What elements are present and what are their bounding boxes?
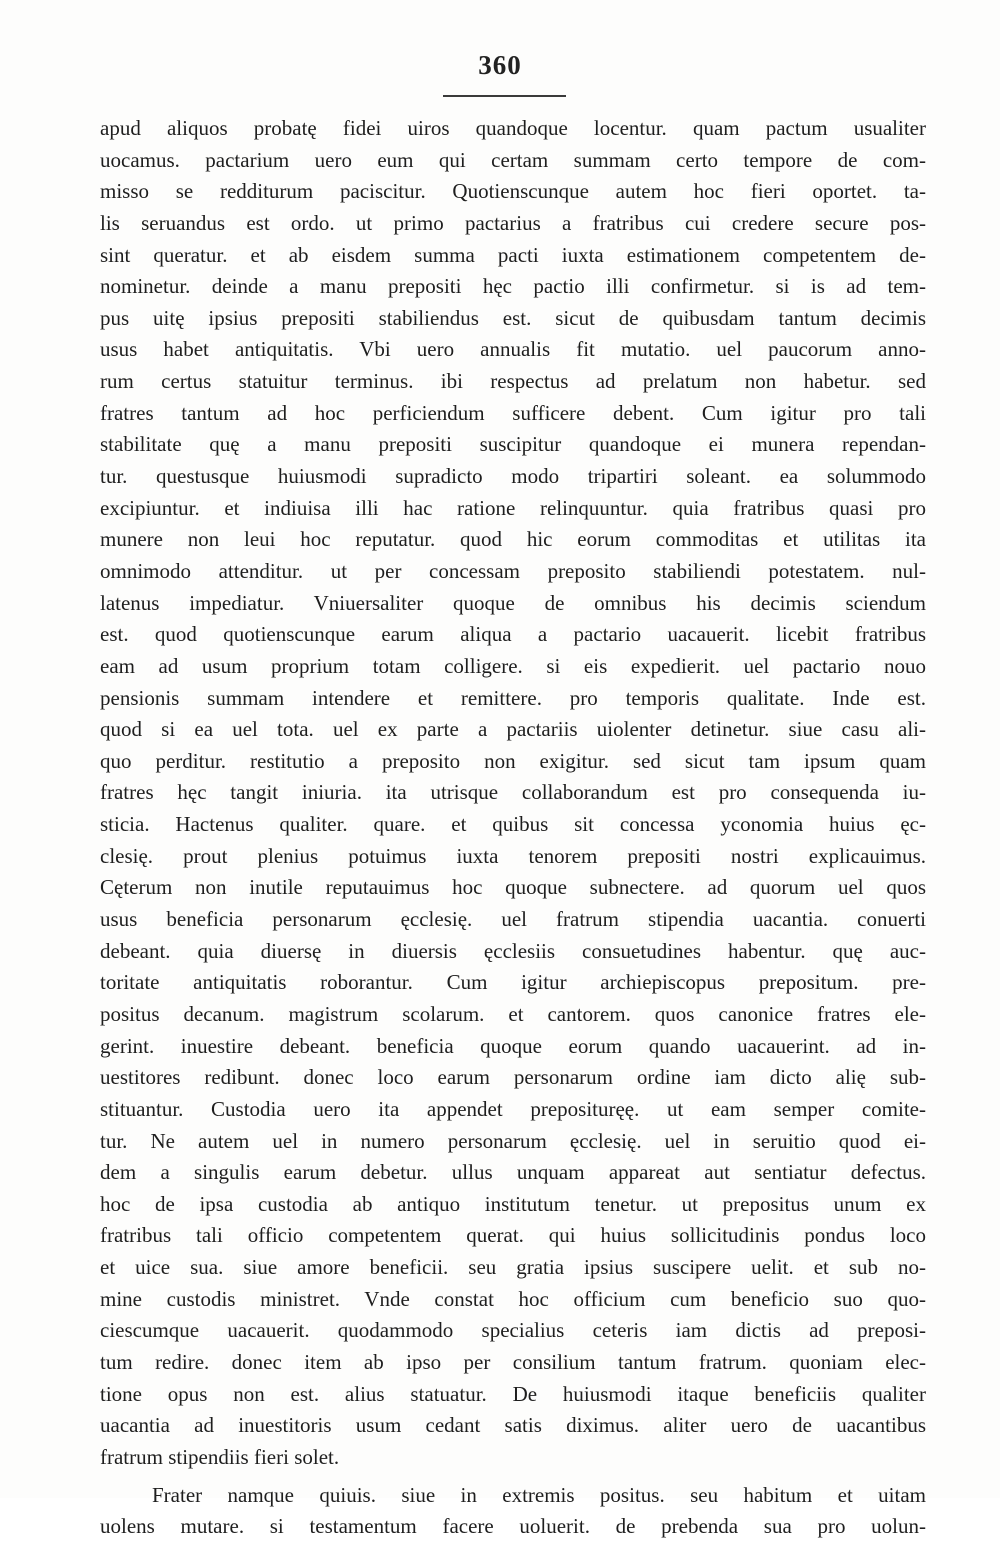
- text-line: apud aliquos probatę fidei uiros quandoque locentur. quam pactum usualiter: [100, 116, 926, 140]
- text-line: lis seruandus est ordo. ut primo pactarius a fratribus cui credere secure pos-: [100, 210, 926, 235]
- text-line: gerint. inuestire debeant. beneficia quoque eorum quando uacauerint. ad in-: [100, 1033, 926, 1058]
- text-line: fratribus tali officio competentem querat. qui huius sollicitudinis pondus loco: [100, 1223, 926, 1248]
- text-line: mine custodis ministret. Vnde constat hoc officium cum beneficio suo quo-: [100, 1286, 926, 1311]
- text-line: ciescumque uacauerit. quodammodo specialius ceteris iam dictis ad preposi-: [100, 1318, 926, 1343]
- text-line: munere non leui hoc reputatur. quod hic eorum commoditas et utilitas ita: [100, 527, 926, 552]
- text-line: est. quod quotienscunque earum aliqua a pactario uacauerit. licebit fratribus: [100, 622, 926, 647]
- page-number-rule: [443, 95, 566, 97]
- text-line: latenus impediatur. Vniuersaliter quoque de omnibus his decimis sciendum: [100, 590, 926, 615]
- text-line: sticia. Hactenus qualiter. quare. et quibus sit concessa yconomia huius ęc-: [100, 812, 926, 837]
- text-line: uocamus. pactarium uero eum qui certam summam certo tempore de com-: [100, 147, 926, 172]
- body-text: [100, 113, 926, 1543]
- text-line: usus beneficia personarum ęcclesię. uel fratrum stipendia uacantia. conuerti: [100, 907, 926, 932]
- text-line: omnimodo attenditur. ut per concessam preposito stabiliendi potestatem. nul-: [100, 558, 926, 583]
- text-line: toritate antiquitatis roborantur. Cum igitur archiepiscopus prepositum. pre-: [100, 970, 926, 995]
- text-line: uolens mutare. si testamentum facere uoluerit. de prebenda sua pro uolun-: [100, 1514, 926, 1539]
- text-line: pensionis summam intendere et remittere. pro temporis qualitate. Inde est.: [100, 685, 926, 710]
- text-line: tum redire. donec item ab ipso per consilium tantum fratrum. quoniam elec-: [100, 1349, 926, 1374]
- text-line: uestitores redibunt. donec loco earum personarum ordine iam dicto alię sub-: [100, 1065, 926, 1090]
- text-line: uacantia ad inuestitoris usum cedant satis diximus. aliter uero de uacantibus: [100, 1413, 926, 1438]
- text-line: Cęterum non inutile reputauimus hoc quoque subnectere. ad quorum uel quos: [100, 875, 926, 900]
- text-line: debeant. quia diuersę in diuersis ęcclesiis consuetudines habentur. quę auc-: [100, 938, 926, 963]
- text-line: tur. questusque huiusmodi supradicto modo tripartiri soleant. ea solummodo: [100, 464, 926, 489]
- text-line: et uice sua. siue amore beneficii. seu gratia ipsius suscipere uelit. et sub no-: [100, 1255, 926, 1280]
- paragraph: [100, 1480, 926, 1543]
- text-line: dem a singulis earum debetur. ullus unquam appareat aut sentiatur defectus.: [100, 1160, 926, 1185]
- text-line: pus uitę ipsius prepositi stabiliendus est. sicut de quibusdam tantum decimis: [100, 305, 926, 330]
- text-line: nominetur. deinde a manu prepositi hęc pactio illi confirmetur. si is ad tem-: [100, 274, 926, 299]
- text-line: fratres hęc tangit iniuria. ita utrisque collaborandum est pro consequenda iu-: [100, 780, 926, 805]
- text-line: usus habet antiquitatis. Vbi uero annualis fit mutatio. uel paucorum anno-: [100, 337, 926, 362]
- text-line: misso se redditurum paciscitur. Quotienscunque autem hoc fieri oportet. ta-: [100, 179, 926, 204]
- paragraph-container: [100, 113, 926, 1543]
- paragraph: [100, 113, 926, 1474]
- text-line: tione opus non est. alius statuatur. De huiusmodi itaque beneficiis qualiter: [100, 1381, 926, 1406]
- text-line: quo perditur. restitutio a preposito non exigitur. sed sicut tam ipsum quam: [100, 748, 926, 773]
- text-line: excipiuntur. et indiuisa illi hac ratione relinquuntur. quia fratribus quasi pro: [100, 495, 926, 520]
- page-number: 360: [478, 50, 522, 80]
- text-line: tur. Ne autem uel in numero personarum ęcclesię. uel in seruitio quod ei-: [100, 1128, 926, 1153]
- text-line: clesię. prout plenius potuimus iuxta tenorem prepositi nostri explicauimus.: [100, 843, 926, 868]
- text-line: sint queratur. et ab eisdem summa pacti iuxta estimationem competentem de-: [100, 242, 926, 267]
- text-line: Frater namque quiuis. siue in extremis positus. seu habitum et uitam: [152, 1482, 926, 1507]
- text-line: fratres tantum ad hoc perficiendum sufficere debent. Cum igitur pro tali: [100, 400, 926, 425]
- text-line: rum certus statuitur terminus. ibi respectus ad prelatum non habetur. sed: [100, 369, 926, 394]
- text-line: eam ad usum proprium totam colligere. si eis expedierit. uel pactario nouo: [100, 653, 926, 678]
- text-line: stituantur. Custodia uero ita appendet preposituręę. ut eam semper comite-: [100, 1096, 926, 1121]
- text-line: stabilitate quę a manu prepositi suscipitur quandoque ei munera rependan-: [100, 432, 926, 457]
- text-line: fratrum stipendiis fieri solet.: [100, 1444, 340, 1469]
- text-line: quod si ea uel tota. uel ex parte a pactariis uiolenter detinetur. siue casu ali-: [100, 717, 926, 742]
- text-line: hoc de ipsa custodia ab antiquo institutum tenetur. ut prepositus unum ex: [100, 1191, 926, 1216]
- text-line: positus decanum. magistrum scolarum. et cantorem. quos canonice fratres ele-: [100, 1001, 926, 1026]
